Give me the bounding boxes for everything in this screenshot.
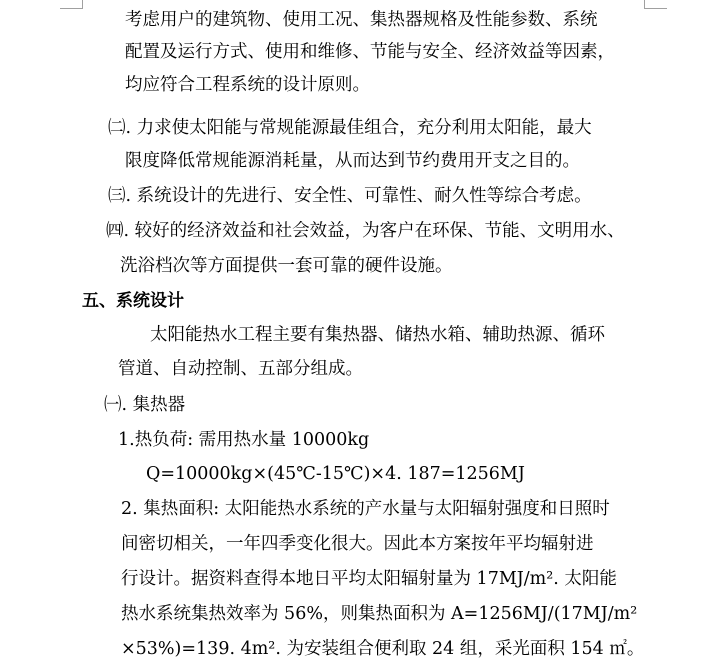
subsection-heading: ㈠. 集热器 (104, 395, 186, 415)
list-item-line: ㈡. 力求使太阳能与常规能源最佳组合，充分利用太阳能，最大 (108, 118, 592, 138)
page-corner-mark-left (60, 0, 83, 9)
page-corner-mark-right (644, 0, 667, 9)
paragraph-line: 热水系统集热效率为 56%，则集热面积为 A=1256MJ/(17MJ/m² (121, 604, 638, 624)
paragraph-line: 考虑用户的建筑物、使用工况、集热器规格及性能参数、系统 (125, 10, 598, 30)
formula-line: Q=10000kg×(45℃-15℃)×4. 187=1256MJ (146, 464, 525, 484)
paragraph-line: ×53%)=139. 4m². 为安装组合便利取 24 组，采光面积 154 ㎡。 (121, 639, 645, 659)
paragraph-line: 配置及运行方式、使用和维修、节能与安全、经济效益等因素， (125, 42, 615, 62)
list-item-line: ㈣. 较好的经济效益和社会效益，为客户在环保、节能、文明用水、 (106, 221, 625, 241)
paragraph-line: 均应符合工程系统的设计原则。 (125, 75, 370, 95)
paragraph-line: 洗浴档次等方面提供一套可靠的硬件设施。 (120, 256, 453, 276)
paragraph-line: 管道、自动控制、五部分组成。 (118, 359, 363, 379)
paragraph-line: 限度降低常规能源消耗量，从而达到节约费用开支之目的。 (125, 151, 580, 171)
list-item-line: ㈢. 系统设计的先进行、安全性、可靠性、耐久性等综合考虑。 (108, 186, 592, 206)
paragraph-line: 行设计。据资料查得本地日平均太阳辐射量为 17MJ/m². 太阳能 (121, 569, 617, 589)
paragraph-line: 2. 集热面积: 太阳能热水系统的产水量与太阳辐射强度和日照时 (121, 499, 610, 519)
heat-load-line: 1.热负荷: 需用热水量 10000kg (118, 430, 370, 450)
section-heading: 五、系统设计 (82, 291, 184, 311)
paragraph-line: 间密切相关，一年四季变化很大。因此本方案按年平均辐射进 (121, 534, 594, 554)
paragraph-line: 太阳能热水工程主要有集热器、储热水箱、辅助热源、循环 (150, 325, 605, 345)
